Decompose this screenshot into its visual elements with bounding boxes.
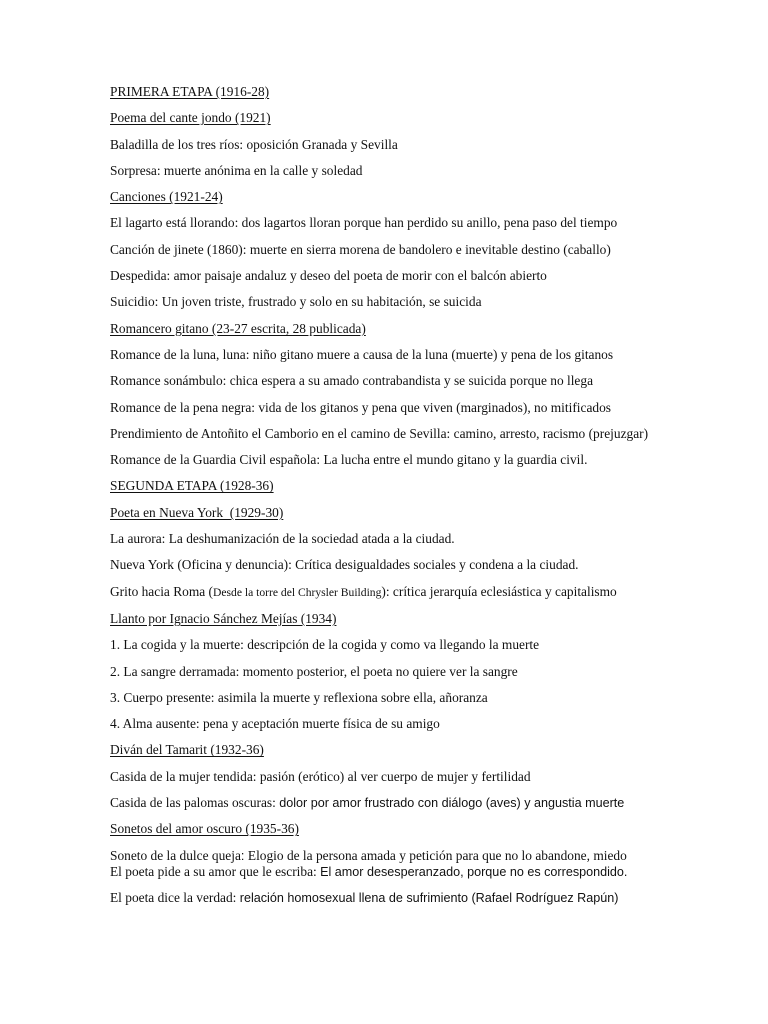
poem-entry-title: Grito hacia Roma ( (110, 583, 213, 599)
poem-entry (110, 890, 670, 906)
poem-entry-subtitle: Desde la torre del Chrysler Building (213, 585, 382, 599)
poem-entry-separator: : (240, 848, 248, 863)
poem-entry: Canción de jinete (1860): muerte en sierra morena de bandolero e inevitable destino (caballo) (110, 241, 611, 257)
poem-entry (110, 795, 670, 811)
document-page (110, 84, 670, 916)
poem-entry-description: ): crítica jerarquía eclesiástica y capitalismo (381, 583, 617, 599)
section-heading: SEGUNDA ETAPA (1928-36) (110, 478, 274, 494)
poem-entry (110, 848, 670, 864)
book-title: Sonetos del amor oscuro (1935-36) (110, 821, 299, 837)
book-title: Poema del cante jondo (1921) (110, 110, 271, 126)
poem-entry-description: El amor desesperanzado, porque no es correspondido. (320, 864, 628, 879)
poem-entry: Romance de la Guardia Civil española: La lucha entre el mundo gitano y la guardia civil. (110, 452, 588, 468)
poem-entry-description: Elogio de la persona amada y petición para que no lo abandone, miedo (247, 847, 627, 863)
poem-entry-description: dolor por amor frustrado con diálogo (aves) y angustia muerte (279, 796, 625, 811)
poem-entry-title: El poeta pide a su amor que le escriba: (110, 863, 321, 879)
poem-entry (110, 864, 670, 880)
poem-entry: 1. La cogida y la muerte: descripción de la cogida y como va llegando la muerte (110, 637, 540, 653)
book-title: Romancero gitano (23-27 escrita, 28 publicada) (110, 320, 366, 336)
poem-entry: Romance de la luna, luna: niño gitano muere a causa de la luna (muerte) y pena de los gitanos (110, 346, 614, 362)
poem-entry: Despedida: amor paisaje andaluz y deseo del poeta de morir con el balcón abierto (110, 268, 547, 284)
book-title: Poeta en Nueva York (1929-30) (110, 504, 284, 520)
poem-entry (110, 584, 670, 601)
poem-entry: La aurora: La deshumanización de la sociedad atada a la ciudad. (110, 531, 455, 547)
poem-entry: Sorpresa: muerte anónima en la calle y soledad (110, 162, 363, 178)
poem-entry: 4. Alma ausente: pena y aceptación muerte física de su amigo (110, 716, 440, 732)
poem-entry-title: Casida de las palomas oscuras: (110, 795, 280, 811)
poem-entry-description: relación homosexual llena de sufrimiento (Rafael Rodríguez Rapún) (239, 890, 619, 905)
poem-entry: El lagarto está llorando: dos lagartos lloran porque han perdido su anillo, pena paso del tiempo (110, 215, 618, 231)
poem-entry: Casida de la mujer tendida: pasión (erótico) al ver cuerpo de mujer y fertilidad (110, 768, 531, 784)
poem-entry-title: Soneto de la dulce queja (110, 847, 241, 863)
poem-entry-title: El poeta dice la verdad: (110, 889, 240, 905)
poem-entry: 3. Cuerpo presente: asimila la muerte y reflexiona sobre ella, añoranza (110, 689, 488, 705)
poem-entry: Baladilla de los tres ríos: oposición Granada y Sevilla (110, 136, 398, 152)
poem-entry: Prendimiento de Antoñito el Camborio en el camino de Sevilla: camino, arresto, racismo (prejuzgar) (110, 425, 649, 441)
book-title: Diván del Tamarit (1932-36) (110, 742, 264, 758)
book-title: Llanto por Ignacio Sánchez Mejías (1934) (110, 610, 337, 626)
poem-entry: Suicidio: Un joven triste, frustrado y solo en su habitación, se suicida (110, 294, 482, 310)
poem-entry: Romance sonámbulo: chica espera a su amado contrabandista y se suicida porque no llega (110, 373, 594, 389)
poem-entry: Nueva York (Oficina y denuncia): Crítica desigualdades sociales y condena a la ciudad. (110, 557, 579, 573)
poem-entry: Romance de la pena negra: vida de los gitanos y pena que viven (marginados), no mitificados (110, 399, 612, 415)
book-title: Canciones (1921-24) (110, 189, 223, 205)
section-heading: PRIMERA ETAPA (1916-28) (110, 84, 270, 99)
poem-entry: 2. La sangre derramada: momento posterior, el poeta no quiere ver la sangre (110, 663, 518, 679)
